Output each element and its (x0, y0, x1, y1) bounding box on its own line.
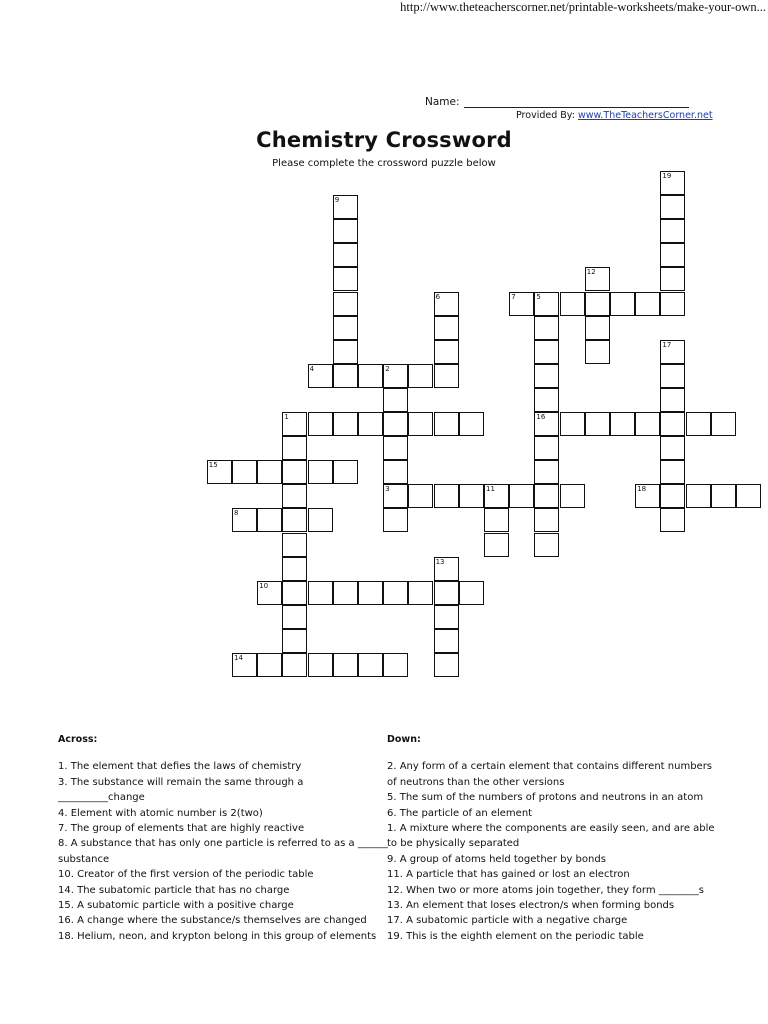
grid-cell[interactable] (282, 436, 307, 460)
grid-cell[interactable] (333, 243, 358, 267)
clue-item: 17. A subatomic particle with a negative charge (387, 915, 628, 927)
grid-cell[interactable] (686, 484, 711, 508)
grid-cell[interactable] (434, 340, 459, 364)
grid-cell[interactable] (534, 460, 559, 484)
grid-cell[interactable] (308, 508, 333, 532)
grid-cell[interactable] (434, 581, 459, 605)
grid-cell[interactable] (534, 292, 559, 316)
grid-cell[interactable] (459, 484, 484, 508)
provider-link[interactable]: www.TheTeachersCorner.net (577, 110, 713, 121)
grid-cell[interactable] (333, 364, 358, 388)
grid-cell[interactable] (484, 533, 509, 557)
grid-cell[interactable] (333, 340, 358, 364)
clue-number: 2 (385, 364, 390, 373)
grid-cell[interactable] (434, 316, 459, 340)
grid-cell[interactable] (333, 412, 358, 436)
clue-item: 1. The element that defies the laws of chemistry (58, 761, 302, 773)
grid-cell[interactable] (660, 340, 685, 364)
grid-cell[interactable] (383, 653, 408, 677)
grid-cell[interactable] (408, 412, 433, 436)
clue-item: 2. Any form of a certain element that contains different numbers of neutrons than the other versions (387, 761, 713, 788)
clue-item: 12. When two or more atoms join together, they form ________s (387, 884, 704, 896)
grid-cell[interactable] (257, 653, 282, 677)
clue-item: 8. A substance that has only one particle is referred to as a ______ substance (58, 838, 388, 865)
page-title: Chemistry Crossword (256, 128, 512, 152)
grid-cell[interactable] (635, 412, 660, 436)
grid-cell[interactable] (282, 412, 307, 436)
clue-number: 7 (511, 292, 516, 301)
grid-cell[interactable] (333, 292, 358, 316)
clue-number: 14 (234, 654, 243, 662)
grid-cell[interactable] (358, 653, 383, 677)
grid-cell[interactable] (232, 653, 257, 677)
down-clues (387, 732, 717, 944)
grid-cell[interactable] (585, 340, 610, 364)
grid-cell[interactable] (333, 195, 358, 219)
grid-cell[interactable] (459, 581, 484, 605)
grid-cell[interactable] (383, 436, 408, 460)
grid-cell[interactable] (282, 460, 307, 484)
grid-cell[interactable] (434, 653, 459, 677)
grid-cell[interactable] (308, 653, 333, 677)
across-heading: Across: (58, 734, 98, 745)
page-subtitle: Please complete the crossword puzzle below (272, 158, 496, 169)
grid-cell[interactable] (484, 508, 509, 532)
grid-cell[interactable] (408, 581, 433, 605)
grid-cell[interactable] (257, 581, 282, 605)
grid-cell[interactable] (660, 171, 685, 195)
grid-cell[interactable] (660, 484, 685, 508)
clue-item: 19. This is the eighth element on the periodic table (387, 930, 644, 942)
clue-item: 9. A group of atoms held together by bonds (387, 853, 606, 865)
grid-cell[interactable] (282, 581, 307, 605)
clue-number: 8 (234, 509, 239, 518)
grid-cell[interactable] (610, 412, 635, 436)
grid-cell[interactable] (534, 364, 559, 388)
clue-item: 11. A particle that has gained or lost an electron (387, 869, 630, 881)
grid-cell[interactable] (459, 412, 484, 436)
grid-cell[interactable] (282, 557, 307, 581)
grid-cell[interactable] (434, 364, 459, 388)
grid-cell[interactable] (408, 484, 433, 508)
clue-number: 15 (208, 461, 218, 470)
grid-cell[interactable] (509, 292, 534, 316)
clue-item: 13. An element that loses electron/s when forming bonds (387, 900, 675, 912)
grid-cell[interactable] (358, 412, 383, 436)
grid-cell[interactable] (711, 412, 736, 436)
down-heading: Down: (387, 734, 421, 745)
clue-item: 16. A change where the substance/s themselves are changed (58, 915, 367, 927)
clue-number: 1 (284, 413, 289, 421)
grid-cell[interactable] (585, 267, 610, 291)
source-url: http://www.theteacherscorner.net/printable-worksheets/make-your-own... (400, 0, 766, 14)
grid-cell[interactable] (434, 484, 459, 508)
grid-cell[interactable] (660, 195, 685, 219)
grid-cell[interactable] (232, 460, 257, 484)
grid-cell[interactable] (308, 412, 333, 436)
clue-item: 6. The particle of an element (387, 807, 533, 819)
grid-cell[interactable] (660, 388, 685, 412)
provided-by (516, 110, 713, 121)
grid-cell[interactable] (534, 533, 559, 557)
grid-cell[interactable] (434, 557, 459, 581)
grid-cell[interactable] (333, 316, 358, 340)
grid-cell[interactable] (257, 508, 282, 532)
grid-cell[interactable] (383, 364, 408, 388)
grid-cell[interactable] (560, 412, 585, 436)
clue-number: 16 (536, 413, 546, 421)
clue-number: 19 (662, 172, 672, 180)
clue-item: 15. A subatomic particle with a positive charge (58, 900, 294, 912)
grid-cell[interactable] (282, 533, 307, 557)
across-clues (58, 732, 388, 944)
clue-number: 18 (637, 485, 647, 494)
clue-item: 4. Element with atomic number is 2(two) (58, 807, 263, 819)
name-label: Name: (425, 96, 460, 108)
grid-cell[interactable] (383, 581, 408, 605)
grid-cell[interactable] (534, 340, 559, 364)
grid-cell[interactable] (534, 484, 559, 508)
grid-cell[interactable] (333, 653, 358, 677)
grid-cell[interactable] (282, 484, 307, 508)
grid-cell[interactable] (660, 267, 685, 291)
grid-cell[interactable] (635, 484, 660, 508)
clue-item: 18. Helium, neon, and krypton belong in this group of elements (58, 930, 377, 942)
grid-cell[interactable] (232, 508, 257, 532)
grid-cell[interactable] (534, 316, 559, 340)
grid-cell[interactable] (358, 581, 383, 605)
grid-cell[interactable] (686, 412, 711, 436)
grid-cell[interactable] (635, 292, 660, 316)
grid-cell[interactable] (660, 364, 685, 388)
clue-number: 4 (309, 364, 315, 373)
clue-number: 13 (435, 557, 445, 566)
grid-cell[interactable] (282, 629, 307, 653)
clue-number: 9 (334, 196, 340, 205)
name-field[interactable] (425, 96, 689, 108)
clue-number: 17 (662, 340, 672, 349)
grid-cell[interactable] (358, 364, 383, 388)
grid-cell[interactable] (282, 653, 307, 677)
grid-cell[interactable] (308, 364, 333, 388)
provided-label: Provided By: (516, 110, 575, 121)
grid-cell[interactable] (383, 484, 408, 508)
clue-item: 14. The subatomic particle that has no charge (58, 884, 290, 896)
grid-cell[interactable] (257, 460, 282, 484)
grid-cell[interactable] (585, 292, 610, 316)
grid-cell[interactable] (660, 243, 685, 267)
grid-cell[interactable] (660, 219, 685, 243)
clue-number: 12 (586, 268, 596, 277)
clue-number: 11 (486, 485, 495, 494)
grid-cell[interactable] (333, 581, 358, 605)
grid-cell[interactable] (308, 460, 333, 484)
grid-cell[interactable] (434, 605, 459, 629)
clue-item: 10. Creator of the first version of the periodic table (58, 869, 314, 881)
grid-cell[interactable] (383, 508, 408, 532)
grid-cell[interactable] (383, 388, 408, 412)
clue-item: 1. A mixture where the components are easily seen, and are able to be physically separated (387, 823, 715, 850)
grid-cell[interactable] (660, 508, 685, 532)
grid-cell[interactable] (434, 412, 459, 436)
grid-cell[interactable] (333, 219, 358, 243)
clue-number: 6 (435, 292, 441, 301)
grid-cell[interactable] (534, 508, 559, 532)
grid-cell[interactable] (610, 292, 635, 316)
grid-cell[interactable] (560, 292, 585, 316)
grid-cell[interactable] (736, 484, 761, 508)
grid-cell[interactable] (282, 605, 307, 629)
name-line[interactable] (464, 97, 689, 108)
grid-cell[interactable] (408, 364, 433, 388)
grid-cell[interactable] (660, 292, 685, 316)
grid-cell[interactable] (585, 316, 610, 340)
grid-cell[interactable] (308, 581, 333, 605)
grid-cell[interactable] (434, 292, 459, 316)
clue-number: 3 (385, 485, 390, 494)
grid-cell[interactable] (560, 484, 585, 508)
clue-number: 10 (259, 581, 269, 590)
grid-cell[interactable] (534, 388, 559, 412)
grid-cell[interactable] (585, 412, 610, 436)
grid-cell[interactable] (207, 460, 232, 484)
grid-cell[interactable] (509, 484, 534, 508)
grid-cell[interactable] (333, 267, 358, 291)
grid-cell[interactable] (660, 436, 685, 460)
grid-cell[interactable] (534, 412, 559, 436)
clue-item: 5. The sum of the numbers of protons and neutrons in an atom (387, 792, 704, 804)
grid-cell[interactable] (534, 436, 559, 460)
grid-cell[interactable] (333, 460, 358, 484)
grid-cell[interactable] (383, 460, 408, 484)
clue-number: 5 (536, 292, 541, 301)
grid-cell[interactable] (660, 460, 685, 484)
grid-cell[interactable] (660, 412, 685, 436)
grid-cell[interactable] (711, 484, 736, 508)
grid-cell[interactable] (484, 484, 509, 508)
grid-cell[interactable] (383, 412, 408, 436)
grid-cell[interactable] (434, 629, 459, 653)
grid-cell[interactable] (282, 508, 307, 532)
clue-item: 3. The substance will remain the same through a __________change (58, 776, 304, 804)
clue-item: 7. The group of elements that are highly reactive (58, 823, 305, 835)
